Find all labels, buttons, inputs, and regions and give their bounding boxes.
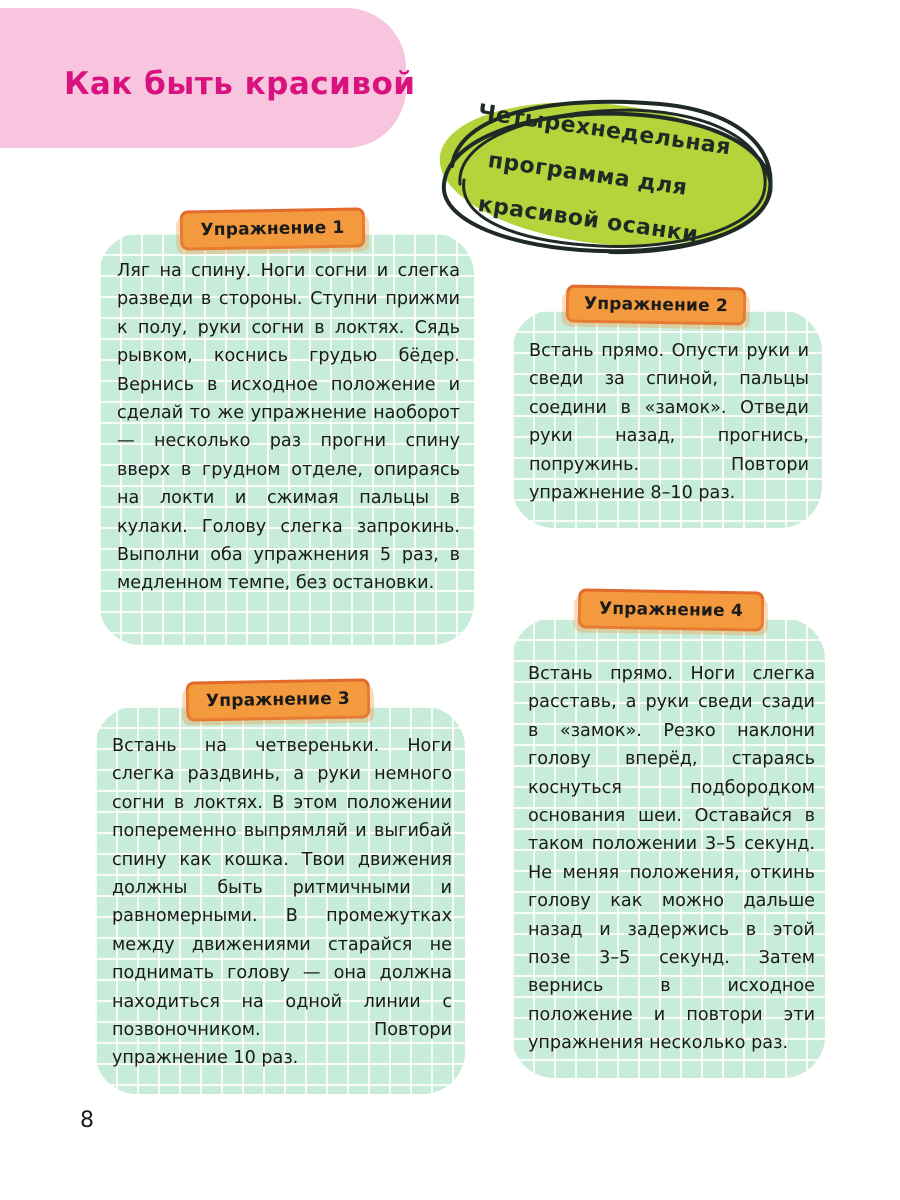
exercise-label-1: Упражнение 1 [180, 207, 366, 250]
exercise-card-4 [512, 618, 825, 1078]
exercise-card-1 [99, 233, 474, 645]
program-title-line-2: программа для [486, 148, 689, 201]
exercise-card-3 [95, 706, 465, 1094]
exercise-label-4: Упражнение 4 [578, 588, 765, 631]
page-number: 8 [80, 1108, 94, 1133]
exercise-text-3: Встань на четвереньки. Ноги слегка раздвинь, а руки немного согни в локтях. В этом положении попеременно выпрямляй и выгибай спину как кошка. Твои движения должны быть ритмичными и равномерными. В промежутках между движениями старайся не поднимать голову — она должна находиться на одной линии с позвоночником. Повтори упражнение 10 раз. [112, 736, 452, 1069]
program-title-line-3: красивой осанки [476, 192, 700, 248]
program-badge [430, 88, 780, 258]
exercise-text-4: Встань прямо. Ноги слегка расставь, а руки сведи сзади в «замок». Резко наклони голову вперёд, стараясь коснуться подбородком основания шеи. Оставайся в таком положении 3–5 секунд. Не меняя положения, откинь голову как можно дальше назад и задержись в этой позе 3–5 секунд. Затем вернись в исходное положение и повтори эти упражнения несколько раз. [528, 664, 815, 1054]
exercise-label-3: Упражнение 3 [186, 678, 371, 721]
exercise-text-2: Встань прямо. Опусти руки и сведи за спиной, пальцы соедини в «замок». Отведи руки назад, прогнись, попружинь. Повтори упражнение 8–10 раз. [529, 341, 809, 504]
exercise-label-2: Упражнение 2 [566, 284, 747, 325]
exercise-text-1: Ляг на спину. Ноги согни и слегка разведи в стороны. Ступни прижми к полу, руки согни в локтях. Сядь рывком, коснись грудью бёдер. Вернись в исходное положение и сделай то же упражнение наоборот — несколько раз прогни спину вверх в грудном отделе, опираясь на локти и сжимая пальцы в кулаки. Голову слегка запрокинь. Выполни оба упражнения 5 раз, в медленном темпе, без остановки. [117, 261, 460, 594]
exercise-card-2 [512, 310, 822, 528]
program-title-line-1: Четырёхнедельная [476, 100, 733, 161]
section-title: Как быть красивой [64, 66, 416, 102]
